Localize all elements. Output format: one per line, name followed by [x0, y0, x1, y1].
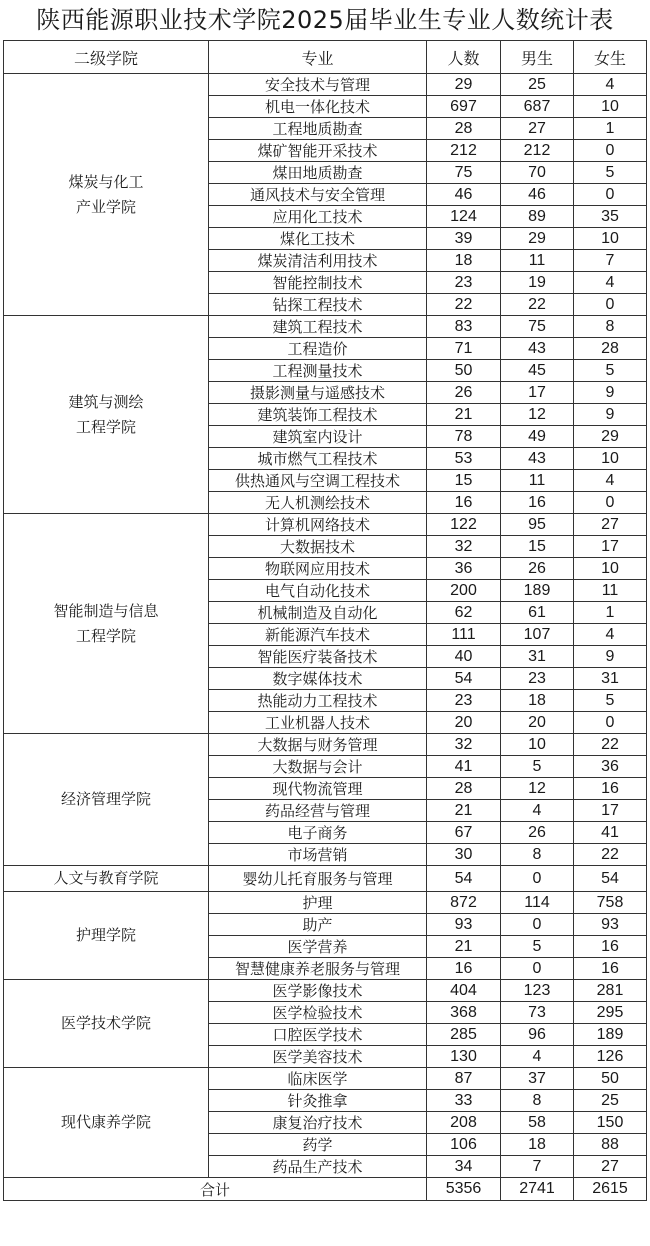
- major-female: 1: [574, 118, 647, 140]
- college-name: [4, 866, 209, 892]
- major-female: 10: [574, 96, 647, 118]
- major-total: 50: [427, 360, 501, 382]
- major-total: 46: [427, 184, 501, 206]
- major-total: 23: [427, 272, 501, 294]
- major-total: 36: [427, 558, 501, 580]
- major-male: 58: [501, 1112, 574, 1134]
- major-total: 200: [427, 580, 501, 602]
- major-name: 口腔医学技术: [209, 1024, 427, 1046]
- major-total: 16: [427, 958, 501, 980]
- major-name: 摄影测量与遥感技术: [209, 382, 427, 404]
- major-male: 17: [501, 382, 574, 404]
- header-major: 专业: [209, 41, 427, 74]
- major-name: 机械制造及自动化: [209, 602, 427, 624]
- major-name: 药学: [209, 1134, 427, 1156]
- major-total: 124: [427, 206, 501, 228]
- major-female: 150: [574, 1112, 647, 1134]
- major-female: 29: [574, 426, 647, 448]
- major-name: 医学影像技术: [209, 980, 427, 1002]
- major-male: 8: [501, 844, 574, 866]
- major-male: 96: [501, 1024, 574, 1046]
- table-body: [4, 74, 647, 1178]
- major-name: 热能动力工程技术: [209, 690, 427, 712]
- major-female: 35: [574, 206, 647, 228]
- college-name-line: 煤炭与化工: [68, 172, 144, 191]
- major-female: 5: [574, 690, 647, 712]
- major-male: 18: [501, 1134, 574, 1156]
- major-female: 5: [574, 360, 647, 382]
- major-total: 697: [427, 96, 501, 118]
- major-total: 30: [427, 844, 501, 866]
- major-male: 0: [501, 866, 574, 892]
- major-female: 17: [574, 536, 647, 558]
- major-male: 123: [501, 980, 574, 1002]
- major-female: 27: [574, 514, 647, 536]
- major-female: 4: [574, 272, 647, 294]
- major-total: 21: [427, 404, 501, 426]
- college-name-line: 经济管理学院: [60, 790, 151, 808]
- major-female: 93: [574, 914, 647, 936]
- major-total: 208: [427, 1112, 501, 1134]
- major-male: 23: [501, 668, 574, 690]
- major-name: 煤矿智能开采技术: [209, 140, 427, 162]
- major-male: 5: [501, 756, 574, 778]
- college-name-line: 护理学院: [75, 926, 136, 944]
- major-male: 95: [501, 514, 574, 536]
- major-male: 46: [501, 184, 574, 206]
- major-female: 22: [574, 734, 647, 756]
- major-name: 城市燃气工程技术: [209, 448, 427, 470]
- major-total: 53: [427, 448, 501, 470]
- major-name: 安全技术与管理: [209, 74, 427, 96]
- major-name: 煤炭清洁利用技术: [209, 250, 427, 272]
- college-name-line: 产业学院: [75, 197, 136, 216]
- major-female: 0: [574, 140, 647, 162]
- major-female: 1: [574, 602, 647, 624]
- major-male: 25: [501, 74, 574, 96]
- major-name: 煤化工技术: [209, 228, 427, 250]
- major-total: 872: [427, 892, 501, 914]
- major-male: 31: [501, 646, 574, 668]
- major-total: 23: [427, 690, 501, 712]
- major-total: 130: [427, 1046, 501, 1068]
- major-male: 189: [501, 580, 574, 602]
- header-college: 二级学院: [4, 41, 209, 74]
- major-name: 市场营销: [209, 844, 427, 866]
- college-name-line: 现代康养学院: [60, 1113, 151, 1131]
- major-male: 15: [501, 536, 574, 558]
- major-female: 0: [574, 294, 647, 316]
- major-male: 18: [501, 690, 574, 712]
- major-name: 护理: [209, 892, 427, 914]
- major-female: 50: [574, 1068, 647, 1090]
- major-female: 25: [574, 1090, 647, 1112]
- major-total: 26: [427, 382, 501, 404]
- table-row: [4, 514, 647, 536]
- major-name: 医学检验技术: [209, 1002, 427, 1024]
- major-male: 12: [501, 778, 574, 800]
- totals-female: 2615: [574, 1178, 647, 1201]
- major-total: 28: [427, 118, 501, 140]
- major-female: 758: [574, 892, 647, 914]
- major-total: 54: [427, 668, 501, 690]
- major-female: 16: [574, 936, 647, 958]
- major-name: 应用化工技术: [209, 206, 427, 228]
- major-female: 17: [574, 800, 647, 822]
- major-male: 687: [501, 96, 574, 118]
- major-name: 煤田地质勘查: [209, 162, 427, 184]
- major-male: 73: [501, 1002, 574, 1024]
- major-male: 16: [501, 492, 574, 514]
- major-male: 29: [501, 228, 574, 250]
- major-name: 针灸推拿: [209, 1090, 427, 1112]
- major-male: 22: [501, 294, 574, 316]
- major-total: 93: [427, 914, 501, 936]
- totals-total: 5356: [427, 1178, 501, 1201]
- major-female: 54: [574, 866, 647, 892]
- major-female: 4: [574, 470, 647, 492]
- major-total: 15: [427, 470, 501, 492]
- major-name: 工程地质勘查: [209, 118, 427, 140]
- major-female: 41: [574, 822, 647, 844]
- college-name-line: 建筑与测绘: [68, 392, 144, 411]
- major-female: 7: [574, 250, 647, 272]
- major-total: 368: [427, 1002, 501, 1024]
- major-female: 0: [574, 712, 647, 734]
- major-male: 75: [501, 316, 574, 338]
- major-total: 28: [427, 778, 501, 800]
- major-total: 83: [427, 316, 501, 338]
- totals-male: 2741: [501, 1178, 574, 1201]
- major-name: 通风技术与安全管理: [209, 184, 427, 206]
- major-name: 新能源汽车技术: [209, 624, 427, 646]
- table-row: [4, 892, 647, 914]
- major-male: 19: [501, 272, 574, 294]
- header-total: 人数: [427, 41, 501, 74]
- major-male: 11: [501, 470, 574, 492]
- header-male: 男生: [501, 41, 574, 74]
- major-male: 107: [501, 624, 574, 646]
- major-female: 8: [574, 316, 647, 338]
- college-name: [4, 980, 209, 1068]
- major-male: 37: [501, 1068, 574, 1090]
- major-male: 26: [501, 558, 574, 580]
- major-female: 10: [574, 448, 647, 470]
- major-female: 22: [574, 844, 647, 866]
- major-name: 智慧健康养老服务与管理: [209, 958, 427, 980]
- major-male: 20: [501, 712, 574, 734]
- college-name: [4, 514, 209, 734]
- major-male: 0: [501, 958, 574, 980]
- totals-row: [4, 1178, 647, 1201]
- major-total: 106: [427, 1134, 501, 1156]
- major-male: 70: [501, 162, 574, 184]
- major-name: 智能控制技术: [209, 272, 427, 294]
- major-total: 32: [427, 734, 501, 756]
- college-name-line: 智能制造与信息: [53, 601, 159, 620]
- major-name: 医学营养: [209, 936, 427, 958]
- major-name: 现代物流管理: [209, 778, 427, 800]
- major-total: 33: [427, 1090, 501, 1112]
- major-name: 无人机测绘技术: [209, 492, 427, 514]
- major-female: 36: [574, 756, 647, 778]
- college-name: [4, 1068, 209, 1178]
- major-female: 9: [574, 404, 647, 426]
- major-total: 111: [427, 624, 501, 646]
- major-name: 物联网应用技术: [209, 558, 427, 580]
- header-row: [4, 41, 647, 74]
- major-male: 43: [501, 448, 574, 470]
- major-male: 61: [501, 602, 574, 624]
- major-name: 智能医疗装备技术: [209, 646, 427, 668]
- major-female: 295: [574, 1002, 647, 1024]
- page-title: 陕西能源职业技术学院2025届毕业生专业人数统计表: [36, 6, 614, 34]
- table-row: [4, 980, 647, 1002]
- major-female: 5: [574, 162, 647, 184]
- major-male: 26: [501, 822, 574, 844]
- major-total: 22: [427, 294, 501, 316]
- major-total: 18: [427, 250, 501, 272]
- major-total: 62: [427, 602, 501, 624]
- major-female: 0: [574, 492, 647, 514]
- major-name: 数字媒体技术: [209, 668, 427, 690]
- major-name: 工程测量技术: [209, 360, 427, 382]
- major-male: 12: [501, 404, 574, 426]
- major-total: 78: [427, 426, 501, 448]
- major-female: 27: [574, 1156, 647, 1178]
- major-name: 建筑室内设计: [209, 426, 427, 448]
- major-female: 10: [574, 228, 647, 250]
- major-male: 0: [501, 914, 574, 936]
- major-total: 285: [427, 1024, 501, 1046]
- major-female: 189: [574, 1024, 647, 1046]
- statistics-table: [3, 40, 647, 1201]
- major-male: 8: [501, 1090, 574, 1112]
- major-name: 大数据与会计: [209, 756, 427, 778]
- major-female: 4: [574, 74, 647, 96]
- major-male: 7: [501, 1156, 574, 1178]
- major-total: 54: [427, 866, 501, 892]
- major-male: 4: [501, 1046, 574, 1068]
- major-female: 11: [574, 580, 647, 602]
- header-female: 女生: [574, 41, 647, 74]
- major-female: 4: [574, 624, 647, 646]
- major-name: 机电一体化技术: [209, 96, 427, 118]
- major-male: 4: [501, 800, 574, 822]
- major-female: 16: [574, 778, 647, 800]
- major-name: 工程造价: [209, 338, 427, 360]
- major-male: 49: [501, 426, 574, 448]
- totals-label: 合计: [4, 1178, 427, 1201]
- college-name-line: 工程学院: [75, 417, 136, 436]
- major-name: 大数据与财务管理: [209, 734, 427, 756]
- major-name: 建筑工程技术: [209, 316, 427, 338]
- major-name: 医学美容技术: [209, 1046, 427, 1068]
- major-total: 87: [427, 1068, 501, 1090]
- major-male: 10: [501, 734, 574, 756]
- major-total: 404: [427, 980, 501, 1002]
- major-female: 281: [574, 980, 647, 1002]
- major-name: 药品生产技术: [209, 1156, 427, 1178]
- major-name: 工业机器人技术: [209, 712, 427, 734]
- table-row: [4, 1068, 647, 1090]
- major-name: 康复治疗技术: [209, 1112, 427, 1134]
- major-total: 29: [427, 74, 501, 96]
- college-name-line: 工程学院: [75, 626, 136, 645]
- major-male: 5: [501, 936, 574, 958]
- major-name: 药品经营与管理: [209, 800, 427, 822]
- major-total: 16: [427, 492, 501, 514]
- major-female: 88: [574, 1134, 647, 1156]
- table-row: [4, 734, 647, 756]
- major-female: 31: [574, 668, 647, 690]
- major-total: 75: [427, 162, 501, 184]
- table-row: [4, 316, 647, 338]
- major-male: 11: [501, 250, 574, 272]
- major-male: 27: [501, 118, 574, 140]
- major-name: 供热通风与空调工程技术: [209, 470, 427, 492]
- major-total: 39: [427, 228, 501, 250]
- major-female: 126: [574, 1046, 647, 1068]
- major-total: 40: [427, 646, 501, 668]
- major-total: 20: [427, 712, 501, 734]
- table-row: [4, 74, 647, 96]
- major-total: 34: [427, 1156, 501, 1178]
- college-name: [4, 734, 209, 866]
- major-female: 10: [574, 558, 647, 580]
- major-name: 助产: [209, 914, 427, 936]
- major-female: 28: [574, 338, 647, 360]
- major-total: 32: [427, 536, 501, 558]
- major-female: 16: [574, 958, 647, 980]
- major-male: 43: [501, 338, 574, 360]
- college-name-line: 医学技术学院: [60, 1014, 151, 1032]
- major-total: 41: [427, 756, 501, 778]
- major-male: 45: [501, 360, 574, 382]
- college-name: [4, 316, 209, 514]
- major-name: 电气自动化技术: [209, 580, 427, 602]
- major-name: 临床医学: [209, 1068, 427, 1090]
- major-male: 89: [501, 206, 574, 228]
- major-total: 212: [427, 140, 501, 162]
- major-name: 建筑装饰工程技术: [209, 404, 427, 426]
- major-female: 0: [574, 184, 647, 206]
- major-total: 122: [427, 514, 501, 536]
- major-total: 21: [427, 800, 501, 822]
- major-name: 大数据技术: [209, 536, 427, 558]
- major-name: 电子商务: [209, 822, 427, 844]
- major-name: 计算机网络技术: [209, 514, 427, 536]
- major-male: 114: [501, 892, 574, 914]
- major-female: 9: [574, 382, 647, 404]
- college-name: [4, 892, 209, 980]
- major-female: 9: [574, 646, 647, 668]
- major-male: 212: [501, 140, 574, 162]
- major-name: 婴幼儿托育服务与管理: [209, 866, 427, 892]
- major-total: 21: [427, 936, 501, 958]
- major-total: 71: [427, 338, 501, 360]
- table-row: [4, 866, 647, 892]
- college-name-line: 人文与教育学院: [53, 869, 159, 887]
- college-name: [4, 74, 209, 316]
- major-name: 钻探工程技术: [209, 294, 427, 316]
- major-total: 67: [427, 822, 501, 844]
